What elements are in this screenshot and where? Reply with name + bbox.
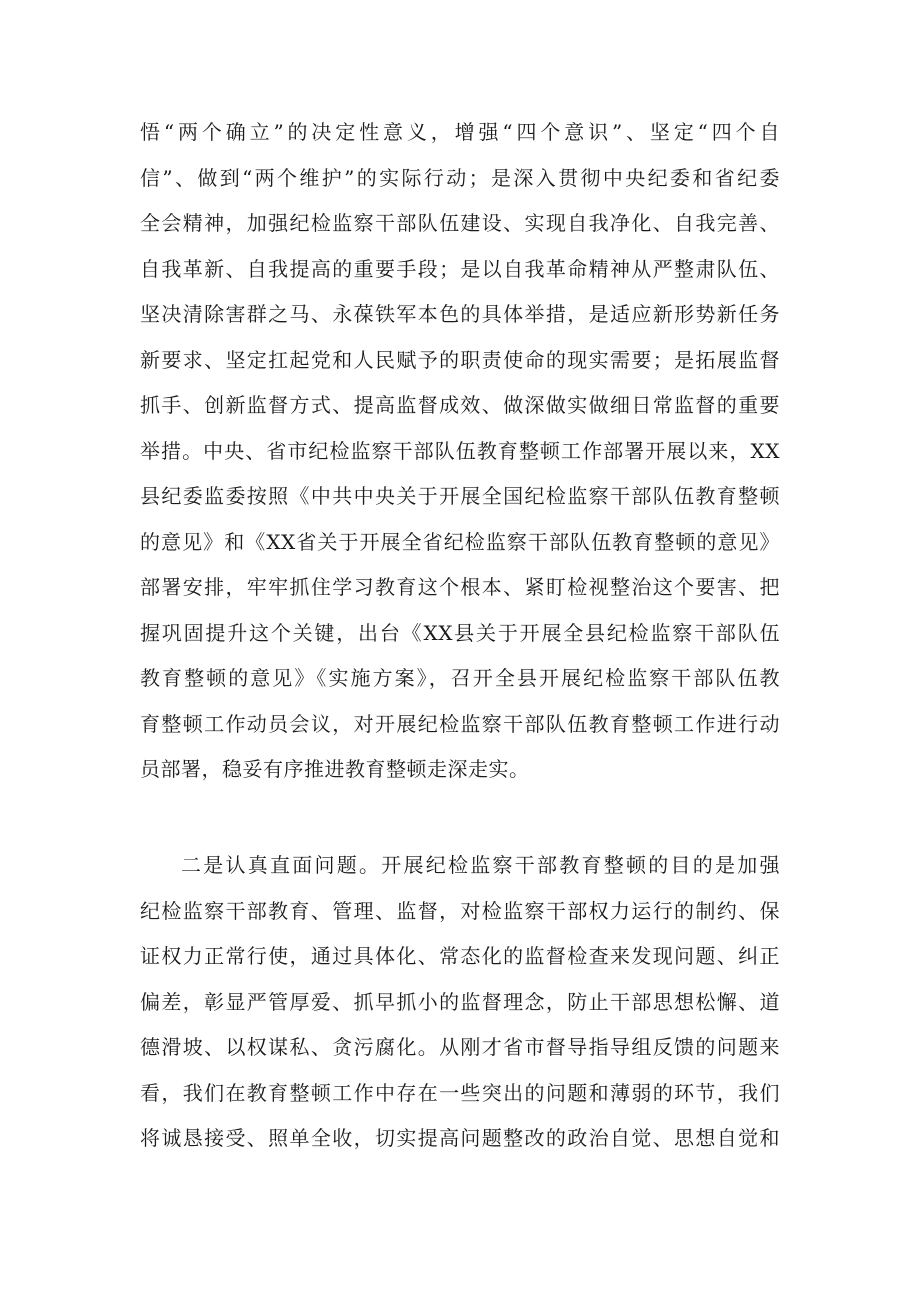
paragraph-line: 教育整顿的意见》《实施方案》，召开全县开展纪检监察干部队伍教 — [140, 666, 780, 690]
paragraph-line: 证权力正常行使，通过具体化、常态化的监督检查来发现问题、纠正 — [140, 944, 780, 968]
paragraph-line: 育整顿工作动员会议，对开展纪检监察干部队伍教育整顿工作进行动 — [140, 711, 780, 736]
paragraph-line: 将诚恳接受、照单全收，切实提高问题整改的政治自觉、思想自觉和 — [140, 1126, 780, 1150]
paragraph-line: 举措。中央、省市纪检监察干部队伍教育整顿工作部署开展以来，XX — [140, 438, 780, 463]
paragraph-line: 全会精神，加强纪检监察干部队伍建设、实现自我净化、自我完善、 — [140, 211, 780, 235]
paragraph-line: 县纪委监委按照《中共中央关于开展全国纪检监察干部队伍教育整顿 — [140, 484, 780, 508]
paragraph-line: 自我革新、自我提高的重要手段；是以自我革命精神从严整肃队伍、 — [140, 256, 780, 281]
paragraph-line: 新要求、坚定扛起党和人民赋予的职责使命的现实需要；是拓展监督 — [140, 347, 780, 372]
paragraph-line: 悟“两个确立”的决定性意义，增强“四个意识”、坚定“四个自 — [140, 120, 780, 144]
paragraph-line: 抓手、创新监督方式、提高监督成效、做深做实做细日常监督的重要 — [140, 393, 780, 417]
paragraph-line: 纪检监察干部教育、管理、监督，对检监察干部权力运行的制约、保 — [140, 898, 780, 923]
paragraph-line: 的意见》和《XX省关于开展全省纪检监察干部队伍教育整顿的意见》 — [140, 529, 780, 554]
paragraph-1 — [140, 110, 780, 793]
paragraph-line: 员部署，稳妥有序推进教育整顿走深走实。 — [140, 757, 530, 781]
paragraph-line: 偏差，彰显严管厚爱、抓早抓小的监督理念，防止干部思想松懈、道 — [140, 989, 780, 1014]
paragraph-line: 信”、做到“两个维护”的实际行动；是深入贯彻中央纪委和省纪委 — [140, 165, 780, 190]
paragraph-2 — [140, 843, 780, 1162]
paragraph-line: 二是认真直面问题。开展纪检监察干部教育整顿的目的是加强 — [181, 853, 780, 877]
paragraph-line: 部署安排，牢牢抓住学习教育这个根本、紧盯检视整治这个要害、把 — [140, 575, 780, 599]
paragraph-line: 德滑坡、以权谋私、贪污腐化。从刚才省市督导指导组反馈的问题来 — [140, 1035, 780, 1059]
paragraph-line: 坚决清除害群之马、永葆铁军本色的具体举措，是适应新形势新任务 — [140, 302, 780, 326]
paragraph-line: 握巩固提升这个关键，出台《XX县关于开展全县纪检监察干部队伍 — [140, 620, 780, 645]
paragraph-line: 看，我们在教育整顿工作中存在一些突出的问题和薄弱的环节，我们 — [140, 1080, 780, 1105]
